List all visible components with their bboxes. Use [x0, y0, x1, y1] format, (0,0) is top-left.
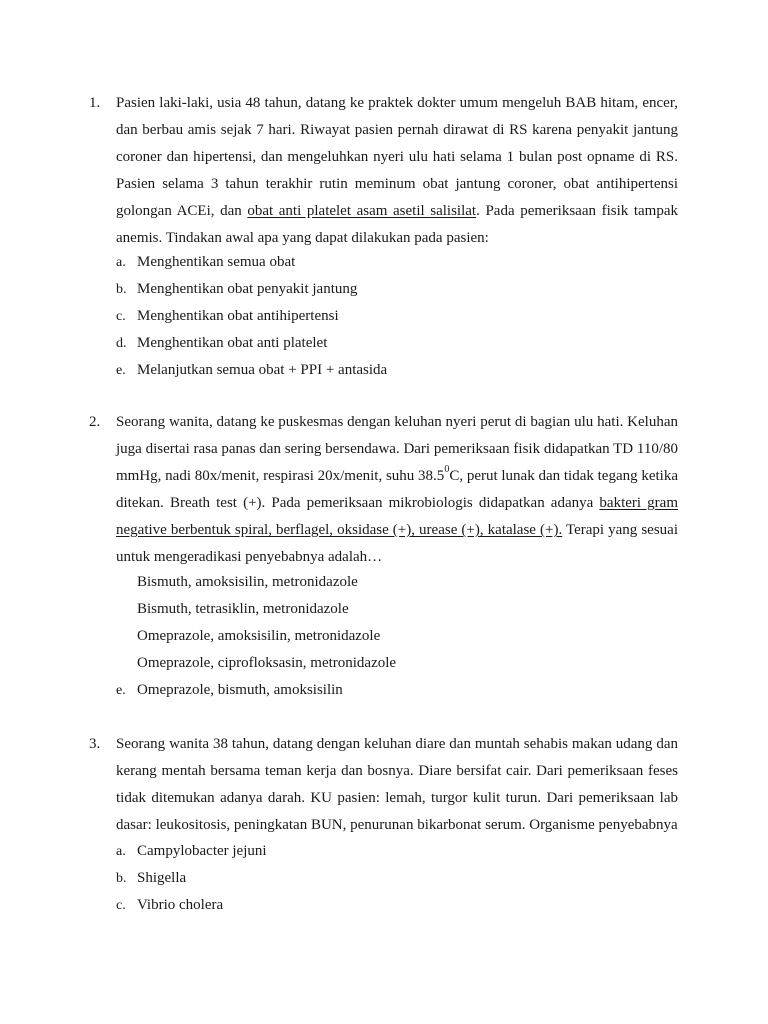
option-letter: d. [116, 336, 127, 351]
option-text: Menghentikan obat penyakit jantung [137, 281, 358, 297]
option-text: Menghentikan obat anti platelet [137, 335, 328, 351]
question-text-part: Pasien laki-laki, usia 48 tahun, datang ke praktek dokter umum mengeluh BAB hitam, encer, dan berbau amis sejak 7 hari. Riwayat pasien pernah dirawat di RS karena penyakit jantung coroner dan hipertensi, dan mengeluhkan nyeri ulu hati selama 1 bulan post opname di RS. Pasien selama 3 tahun terakhir rutin meminum obat jantung coroner, obat antihipertensi golongan ACEi, dan [116, 95, 678, 219]
question-text-part: . Pada pemeriksaan fisik tampak anemis. Tindakan awal apa yang dapat dilakukan pada pasien: [116, 203, 678, 246]
option-text: Bismuth, amoksisilin, metronidazole [137, 574, 358, 590]
option-letter: a. [116, 844, 126, 859]
underlined-phrase: obat anti platelet asam asetil salisilat [247, 203, 477, 219]
answer-options [0, 569, 768, 704]
answer-option-b[interactable] [0, 865, 768, 892]
answer-option-d[interactable] [0, 650, 768, 677]
question-text-part: C, perut lunak dan tidak tegang ketika ditekan. Breath test (+). Pada pemeriksaan mikrobiologis didapatkan adanya [116, 468, 678, 511]
question-text-part: Terapi yang sesuai untuk mengeradikasi penyebabnya adalah… [116, 522, 679, 565]
option-letter: a. [116, 255, 126, 270]
answer-option-a[interactable] [0, 249, 768, 276]
answer-option-e[interactable] [0, 677, 768, 704]
question-number: 3. [89, 736, 101, 752]
option-text: Bismuth, tetrasiklin, metronidazole [137, 601, 349, 617]
option-text: Omeprazole, ciprofloksasin, metronidazole [137, 655, 397, 671]
question-text-part: Seorang wanita 38 tahun, datang dengan keluhan diare dan muntah sehabis makan udang dan kerang mentah bersama teman kerja dan bosnya. Diare bersifat cair. Dari pemeriksaan feses tidak ditemukan adanya darah. KU pasien: lemah, turgor kulit turun. Dari pemeriksaan lab dasar: leukositosis, peningkatan BUN, penurunan bikarbonat serum. Organisme penyebabnya [116, 736, 678, 833]
question-number: 2. [89, 414, 101, 430]
option-text: Vibrio cholera [137, 897, 224, 913]
option-text: Shigella [137, 870, 187, 886]
option-text: Melanjutkan semua obat + PPI + antasida [137, 362, 388, 378]
option-text: Menghentikan obat antihipertensi [137, 308, 339, 324]
option-text: Omeprazole, amoksisilin, metronidazole [137, 628, 381, 644]
option-letter: e. [116, 363, 126, 378]
answer-option-a[interactable] [0, 838, 768, 865]
option-text: Campylobacter jejuni [137, 843, 267, 859]
answer-option-c[interactable] [0, 303, 768, 330]
underlined-phrase: bakteri gram negative berbentuk spiral, berflagel, oksidase (+), urease (+), katalase (+). [116, 495, 678, 538]
option-letter: c. [116, 309, 126, 324]
option-letter: b. [116, 282, 127, 297]
option-letter: c. [116, 898, 126, 913]
answer-option-e[interactable] [0, 357, 768, 384]
option-letter: b. [116, 871, 127, 886]
answer-option-a[interactable] [0, 569, 768, 596]
question-text [116, 90, 678, 252]
question-text [116, 409, 678, 571]
option-text: Omeprazole, bismuth, amoksisilin [137, 682, 343, 698]
answer-option-c[interactable] [0, 623, 768, 650]
question-text [116, 731, 678, 839]
option-letter: e. [116, 683, 126, 698]
answer-option-d[interactable] [0, 330, 768, 357]
question-text-part: Seorang wanita, datang ke puskesmas dengan keluhan nyeri perut di bagian ulu hati. Keluhan juga disertai rasa panas dan sering bersendawa. Dari pemeriksaan fisik didapatkan TD 110/80 mmHg, nadi 80x/menit, respirasi 20x/menit, suhu 38.5 [116, 414, 678, 484]
answer-option-c[interactable] [0, 892, 768, 919]
superscript-degree: 0 [444, 464, 450, 475]
question-number: 1. [89, 95, 101, 111]
answer-options [0, 249, 768, 384]
option-text: Menghentikan semua obat [137, 254, 296, 270]
answer-option-b[interactable] [0, 276, 768, 303]
answer-option-b[interactable] [0, 596, 768, 623]
answer-options [0, 838, 768, 919]
